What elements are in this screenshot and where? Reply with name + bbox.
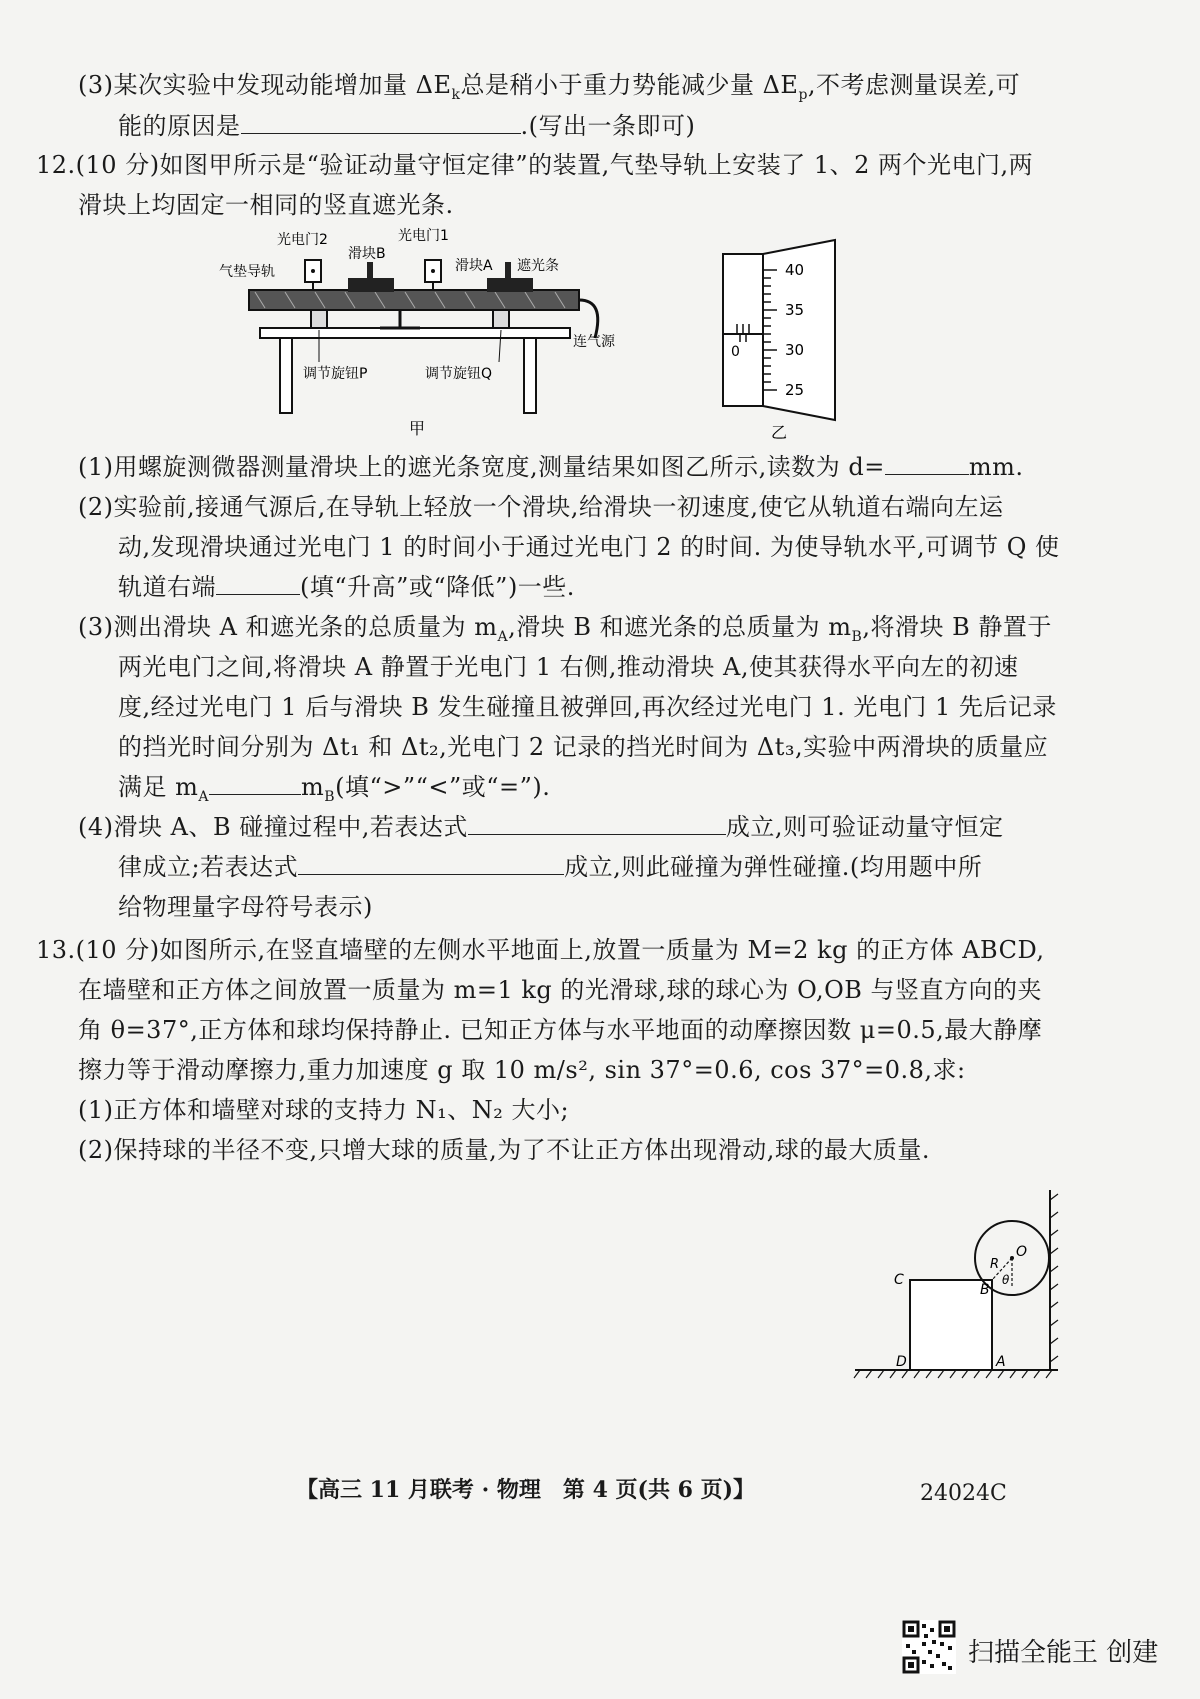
sliderB-label: 滑块B: [348, 246, 386, 262]
q13-line4: 擦力等于滑动摩擦力,重力加速度 g 取 10 m/s², sin 37°=0.6, cos 37°=0.8,求:: [78, 1056, 966, 1084]
q13-line2: 在墙壁和正方体之间放置一质量为 m=1 kg 的光滑球,球的球心为 O,OB 与竖直方向的夹: [78, 976, 1043, 1004]
knobQ-label: 调节旋钮Q: [425, 366, 493, 382]
figure-yi-caption: 乙: [771, 423, 788, 442]
rail-label: 气垫导轨: [219, 264, 275, 280]
q12-p1: (1)用螺旋测微器测量滑块上的遮光条宽度,测量结果如图乙所示,读数为 d= mm.: [78, 453, 1024, 481]
shade-label: 遮光条: [517, 258, 559, 274]
label-C: C: [894, 1272, 904, 1288]
tick-35: 35: [785, 301, 805, 319]
q13-line3: 角 θ=37°,正方体和球均保持静止. 已知正方体与水平地面的动摩擦因数 μ=0.5,最大静摩: [78, 1016, 1043, 1044]
q12-p3-line4: 的挡光时间分别为 Δt₁ 和 Δt₂,光电门 2 记录的挡光时间为 Δt₃,实验中两滑块的质量应: [118, 733, 1049, 761]
q11-3-line2: 能的原因是 .(写出一条即可): [118, 112, 696, 140]
q12-p3-line1: (3)测出滑块 A 和遮光条的总质量为 $m_A$,滑块 B 和遮光条的总质量为 $m_B$,将滑块 B 静置于: [78, 613, 1052, 645]
page-footer-title: 【高三 11 月联考 · 物理 第 4 页(共 6 页)】: [296, 1477, 755, 1503]
q12-p3-line3: 度,经过光电门 1 后与滑块 B 发生碰撞且被弹回,再次经过光电门 1. 光电门 1 先后记录: [118, 693, 1057, 721]
q13-line1: 13.(10 分)如图所示,在竖直墙壁的左侧水平地面上,放置一质量为 M=2 kg 的正方体 ABCD,: [36, 936, 1045, 964]
answer-blank-mass[interactable]: [209, 772, 301, 795]
answer-blank-elastic[interactable]: [298, 852, 564, 875]
micrometer-figure: [715, 232, 845, 442]
q13-q1: (1)正方体和墙壁对球的支持力 N₁、N₂ 大小;: [78, 1096, 570, 1124]
answer-blank-adjust[interactable]: [216, 572, 300, 595]
answer-blank-d[interactable]: [885, 452, 969, 475]
q12-header-line2: 滑块上均固定一相同的竖直遮光条.: [78, 191, 454, 219]
gate2-label: 光电门2: [277, 232, 328, 248]
answer-blank-momentum[interactable]: [468, 812, 726, 835]
q12-p4-line2: 律成立;若表达式 成立,则此碰撞为弹性碰撞.(均用题中所: [118, 853, 983, 881]
tick-0: 0: [731, 344, 740, 360]
answer-blank[interactable]: [241, 111, 521, 134]
q12-p4-line1: (4)滑块 A、B 碰撞过程中,若表达式 成立,则可验证动量守恒定: [78, 813, 1004, 841]
scanner-watermark: 扫描全能王 创建: [968, 1638, 1159, 1668]
tick-40: 40: [785, 261, 805, 279]
q12-p2-line1: (2)实验前,接通气源后,在导轨上轻放一个滑块,给滑块一初速度,使它从轨道右端向左运: [78, 493, 1004, 521]
label-D: D: [896, 1354, 907, 1370]
paper-code: 24024C: [920, 1481, 1007, 1506]
air-track-figure: [215, 220, 645, 440]
q12-header-line1: 12.(10 分)如图甲所示是“验证动量守恒定律”的装置,气垫导轨上安装了 1、2 两个光电门,两: [36, 151, 1034, 179]
gate1-label: 光电门1: [398, 228, 449, 244]
label-theta: θ: [1002, 1273, 1010, 1287]
label-A: A: [996, 1354, 1006, 1370]
qr-code-icon: [902, 1620, 956, 1674]
q12-p3-line2: 两光电门之间,将滑块 A 静置于光电门 1 右侧,推动滑块 A,使其获得水平向左的初速: [118, 653, 1019, 681]
sliderA-label: 滑块A: [455, 258, 493, 274]
figure-jia-caption: 甲: [409, 419, 426, 438]
cube-ball-figure: [850, 1180, 1070, 1390]
label-O: O: [1016, 1244, 1028, 1260]
q12-p4-line3: 给物理量字母符号表示): [118, 893, 373, 921]
knobP-label: 调节旋钮P: [303, 366, 368, 382]
q11-3-line1: (3)某次实验中发现动能增加量 $\Delta E_k$总是稍小于重力势能减少量 $\Delta E_p$,不考虑测量误差,可: [78, 71, 1021, 103]
q12-p2-line3: 轨道右端 (填“升高”或“降低”)一些.: [118, 573, 575, 601]
q12-p2-line2: 动,发现滑块通过光电门 1 的时间小于通过光电门 2 的时间. 为使导轨水平,可调节 Q 使: [118, 533, 1060, 561]
q12-p3-line5: 满足 $m_A$ $m_B$(填“>”“<”或“=”).: [118, 773, 551, 805]
tick-25: 25: [785, 381, 805, 399]
tick-30: 30: [785, 341, 805, 359]
air-source-label: 连气源: [573, 334, 615, 350]
label-B: B: [980, 1282, 990, 1298]
q13-q2: (2)保持球的半径不变,只增大球的质量,为了不让正方体出现滑动,球的最大质量.: [78, 1136, 931, 1164]
label-R: R: [990, 1257, 1000, 1272]
